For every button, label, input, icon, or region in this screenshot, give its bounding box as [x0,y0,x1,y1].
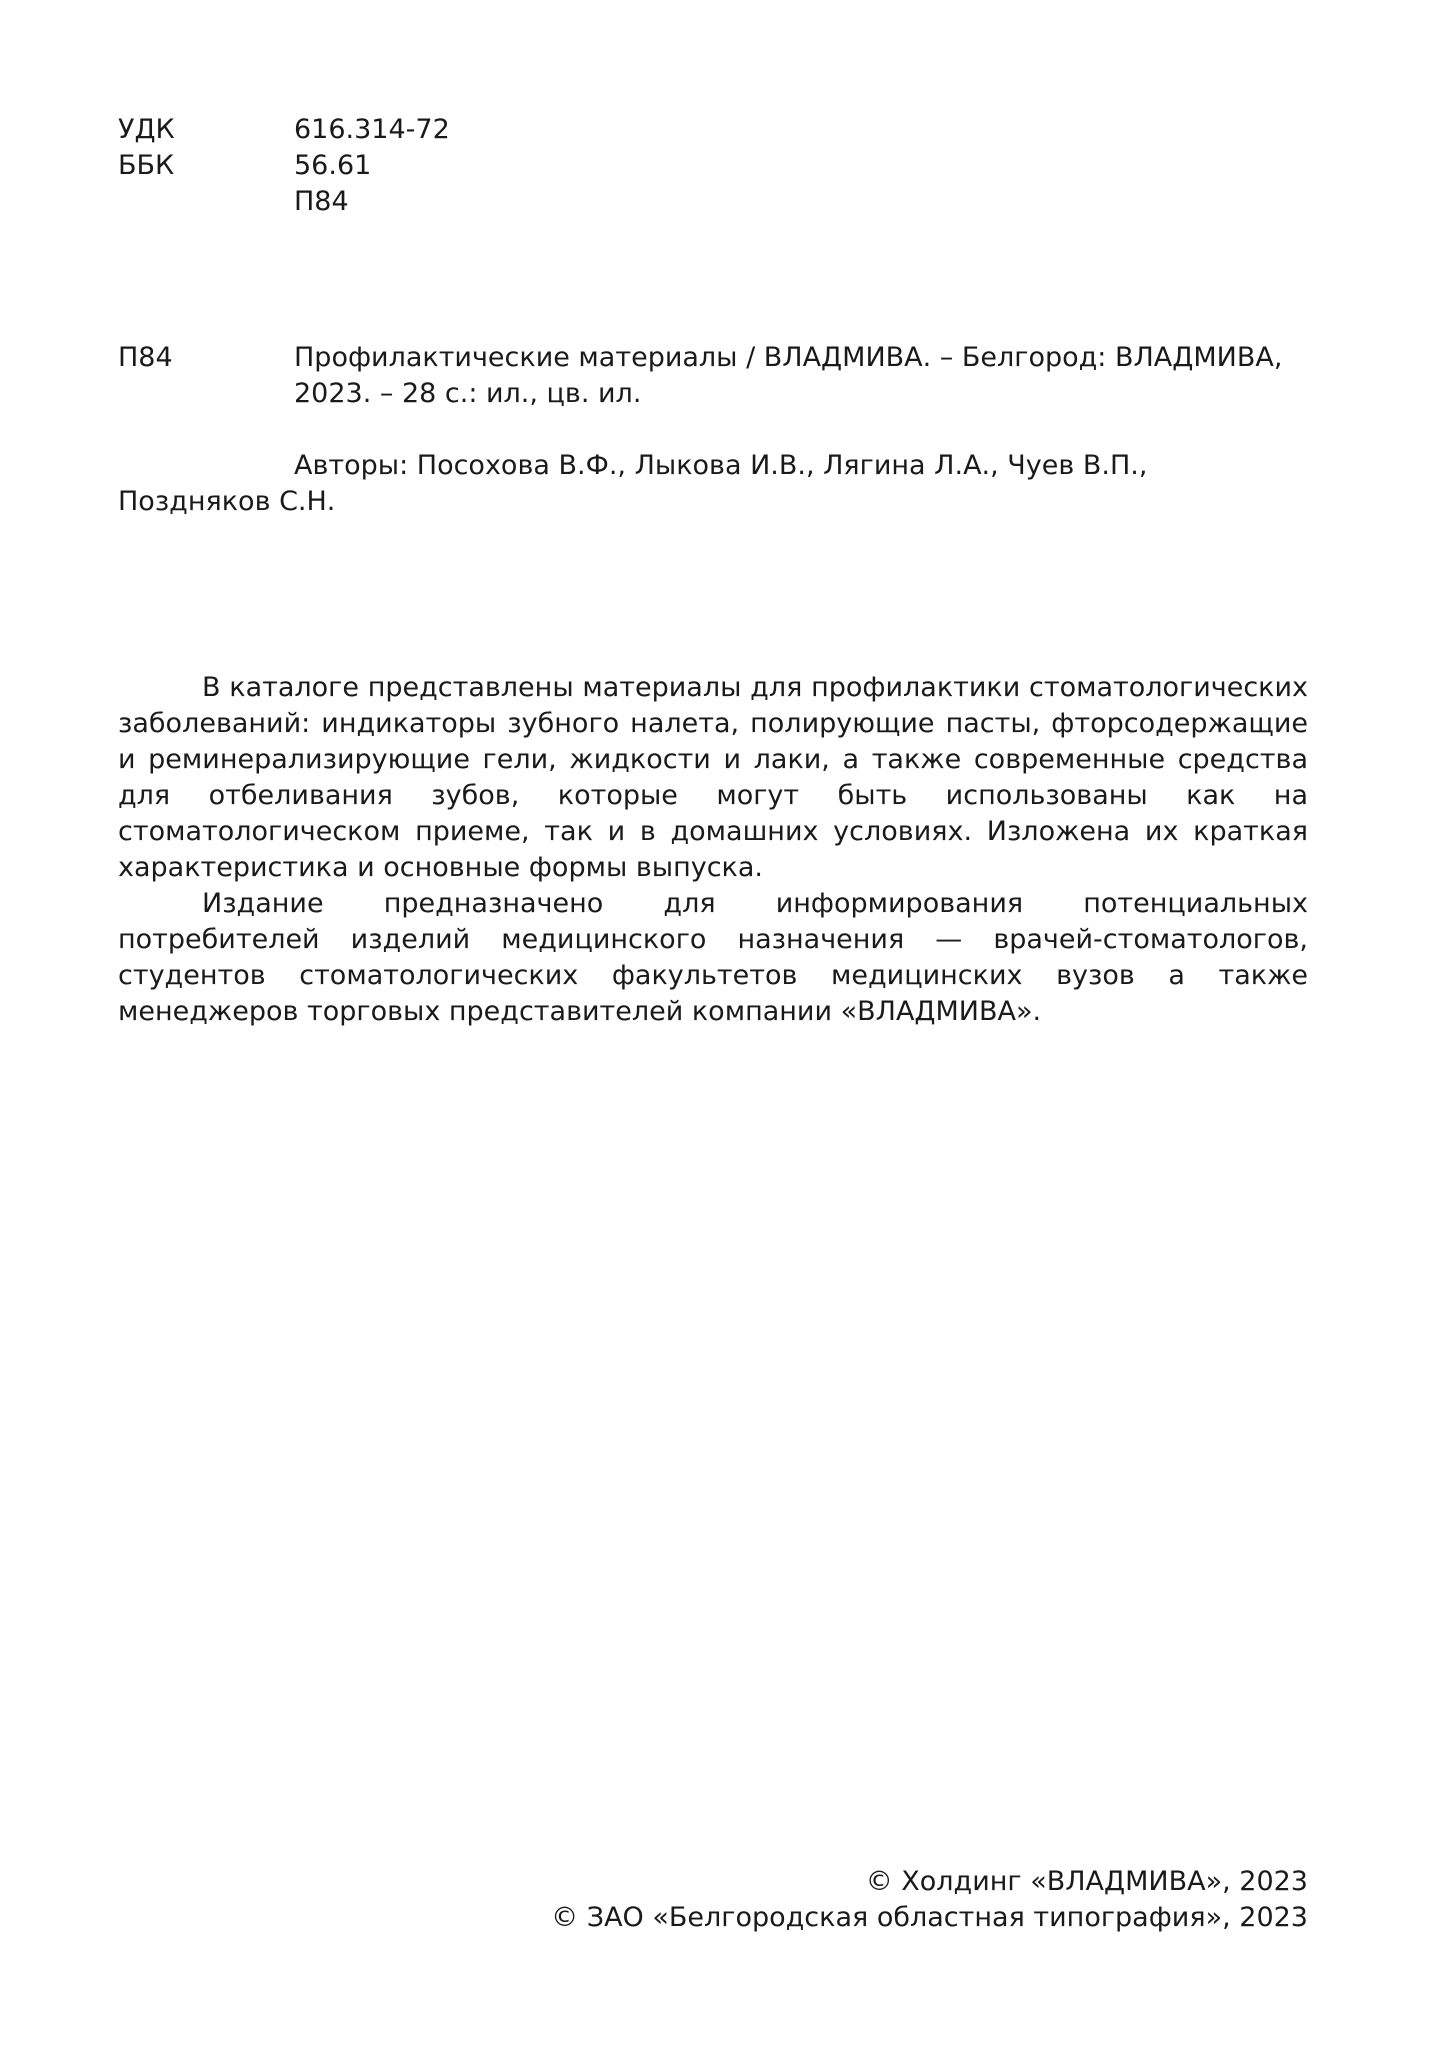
authors-line: Авторы: Посохова В.Ф., Лыкова И.В., Лягина Л.А., Чуев В.П., Поздняков С.Н. [118,450,1148,517]
udk-row [118,112,450,148]
bibliographic-record [118,340,1308,412]
copyright-block [551,1864,1308,1936]
udk-value: 616.314-72 [294,114,450,145]
annotation [118,670,1308,1030]
copyright-printer: © ЗАО «Белгородская областная типография», 2023 [551,1902,1308,1933]
author-mark-row [118,184,450,220]
author-mark-spacer [118,184,294,220]
bbk-value: 56.61 [294,150,372,181]
copyright-holding: © Холдинг «ВЛАДМИВА», 2023 [865,1866,1308,1897]
annotation-paragraph: В каталоге представлены материалы для профилактики стоматологических заболеваний: индикаторы зубного налета, полирующие пасты, фторсодержащие и реминерализирующие гели, жидкости и лаки, а также современные средства для отбеливания зубов, которые могут быть использованы как на стоматологическом приеме, так и в домашних условиях. Изложена их краткая характеристика и основные формы выпуска. [118,672,1308,883]
bibliographic-description: Профилактические материалы / ВЛАДМИВА. – Белгород: ВЛАДМИВА, 2023. – 28 с.: ил., цв. ил. [294,342,1283,409]
bibliographic-code: П84 [118,342,173,373]
bbk-row [118,148,450,184]
annotation-paragraph: Издание предназначено для информирования потенциальных потребителей изделий медицинского назначения — врачей-стоматологов, студентов стоматологических факультетов медицинских вузов а также менеджеров торговых представителей компании «ВЛАДМИВА». [118,888,1308,1027]
author-mark: П84 [294,186,349,217]
bibliographic-row [118,340,1308,412]
classification-block [118,112,450,220]
bbk-label: ББК [118,150,175,181]
udk-label: УДК [118,114,175,145]
